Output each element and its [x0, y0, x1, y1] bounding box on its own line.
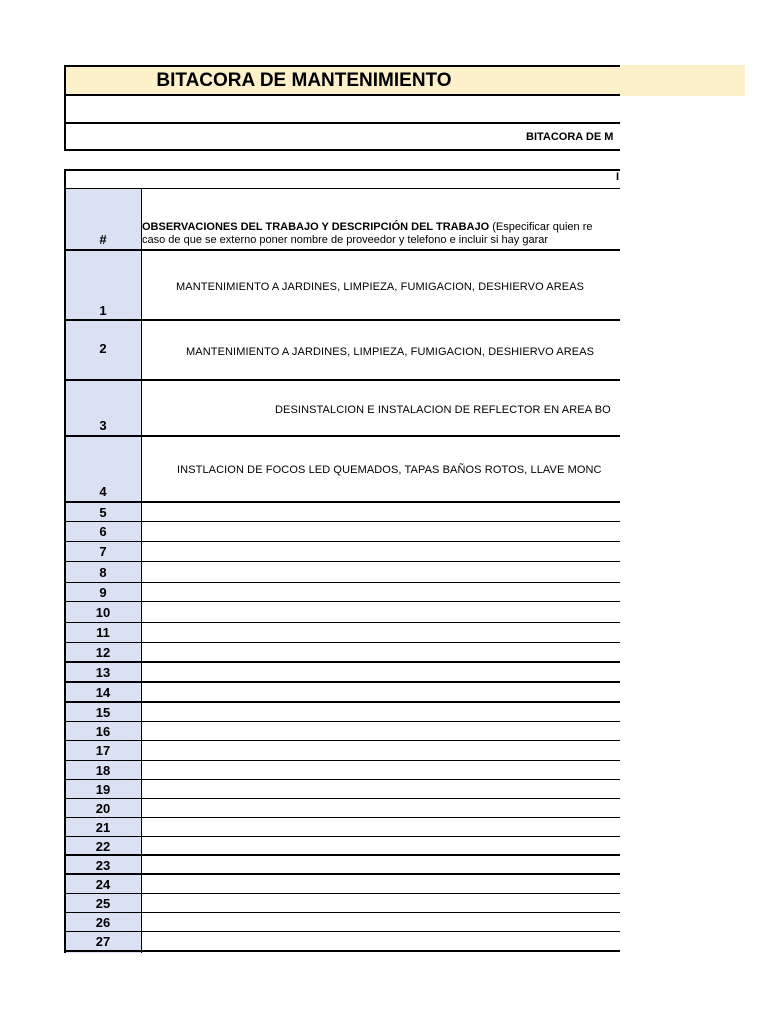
entry-1-number: 1	[99, 303, 107, 318]
row-number: 25	[95, 896, 111, 911]
row-number: 24	[95, 877, 111, 892]
sheet-title: BITACORA DE MANTENIMIENTO	[156, 69, 452, 91]
row-border	[64, 379, 620, 381]
row-border	[64, 435, 620, 437]
table-row[interactable]	[64, 875, 620, 894]
entry-3-number: 3	[99, 418, 107, 433]
row-number: 23	[95, 858, 111, 873]
row-border	[64, 873, 620, 875]
row-border	[64, 817, 620, 818]
header-observations-normal: (Especificar quien re	[489, 221, 593, 233]
row-number: 27	[95, 934, 111, 949]
table-top-row[interactable]	[64, 169, 620, 189]
table-row[interactable]	[64, 503, 620, 522]
row-border	[64, 779, 620, 780]
row-number: 11	[96, 625, 110, 640]
row-border	[64, 501, 620, 503]
row-border	[64, 582, 620, 583]
row-number: 16	[95, 724, 111, 739]
entry-1-description[interactable]: MANTENIMIENTO A JARDINES, LIMPIEZA, FUMIGACION, DESHIERVO AREAS	[176, 281, 585, 293]
row-border	[64, 701, 620, 703]
table-row[interactable]	[64, 542, 620, 562]
table-row[interactable]	[64, 623, 620, 643]
row-number: 17	[95, 743, 111, 758]
table-row[interactable]	[64, 683, 620, 703]
row-number: 6	[99, 524, 107, 539]
table-row[interactable]	[64, 562, 620, 583]
row-border	[64, 681, 620, 683]
subtitle-text: BITACORA DE M	[526, 130, 614, 143]
table-row[interactable]	[64, 799, 620, 818]
row-number: 15	[95, 705, 111, 720]
row-number: 9	[99, 585, 107, 600]
row-number: 5	[99, 505, 107, 520]
row-number: 14	[95, 685, 111, 700]
table-row[interactable]	[64, 583, 620, 602]
entry-4-number: 4	[99, 484, 107, 499]
row-border	[64, 721, 620, 722]
row-border	[64, 521, 620, 522]
table-row[interactable]	[64, 761, 620, 780]
row-border	[64, 642, 620, 643]
table-top-mark: I	[616, 171, 620, 183]
table-row[interactable]	[64, 643, 620, 663]
row-border	[64, 541, 620, 542]
table-row[interactable]	[64, 913, 620, 932]
row-border	[64, 893, 620, 894]
row-border	[64, 798, 620, 799]
row-number: 19	[95, 782, 111, 797]
row-border	[64, 740, 620, 741]
row-number: 12	[95, 645, 111, 660]
row-number: 10	[95, 605, 111, 620]
table-row[interactable]	[64, 818, 620, 837]
row-border	[64, 319, 620, 321]
row-border	[64, 249, 620, 251]
table-row[interactable]	[64, 663, 620, 683]
header-number-label: #	[99, 232, 107, 247]
row-border	[64, 561, 620, 562]
header-observations-bold: OBSERVACIONES DEL TRABAJO Y DESCRIPCIÓN DEL TRABAJO	[142, 221, 490, 233]
entry-2-description[interactable]: MANTENIMIENTO A JARDINES, LIMPIEZA, FUMIGACION, DESHIERVO AREAS	[186, 346, 595, 358]
table-row[interactable]	[64, 602, 620, 623]
entry-4-description[interactable]: INSTLACION DE FOCOS LED QUEMADOS, TAPAS BAÑOS ROTOS, LLAVE MONC	[177, 464, 602, 476]
blank-row[interactable]	[64, 95, 620, 124]
header-observations-line1	[142, 221, 593, 233]
row-border	[64, 931, 620, 932]
table-row[interactable]	[64, 780, 620, 799]
row-border	[64, 950, 620, 952]
row-number: 7	[99, 544, 107, 559]
entry-2-number: 2	[99, 341, 107, 356]
table-row[interactable]	[64, 932, 620, 951]
row-number: 22	[95, 839, 111, 854]
row-number: 13	[95, 665, 111, 680]
row-border	[64, 622, 620, 623]
table-row[interactable]	[64, 522, 620, 542]
row-number: 21	[95, 820, 111, 835]
row-border	[64, 912, 620, 913]
row-number: 20	[95, 801, 111, 816]
table-row[interactable]	[64, 703, 620, 722]
row-border	[64, 760, 620, 761]
row-border	[64, 836, 620, 837]
row-border	[64, 854, 620, 856]
row-number: 18	[95, 763, 111, 778]
row-border	[64, 601, 620, 602]
row-number: 26	[95, 915, 111, 930]
header-observations-line2: caso de que se externo poner nombre de proveedor y telefono e incluir si hay garar	[142, 234, 549, 246]
entry-3-description[interactable]: DESINSTALCION E INSTALACION DE REFLECTOR EN AREA BO	[275, 404, 611, 416]
table-row[interactable]	[64, 894, 620, 913]
row-number: 8	[99, 565, 107, 580]
row-border	[64, 661, 620, 663]
table-row[interactable]	[64, 741, 620, 761]
table-row[interactable]	[64, 722, 620, 741]
